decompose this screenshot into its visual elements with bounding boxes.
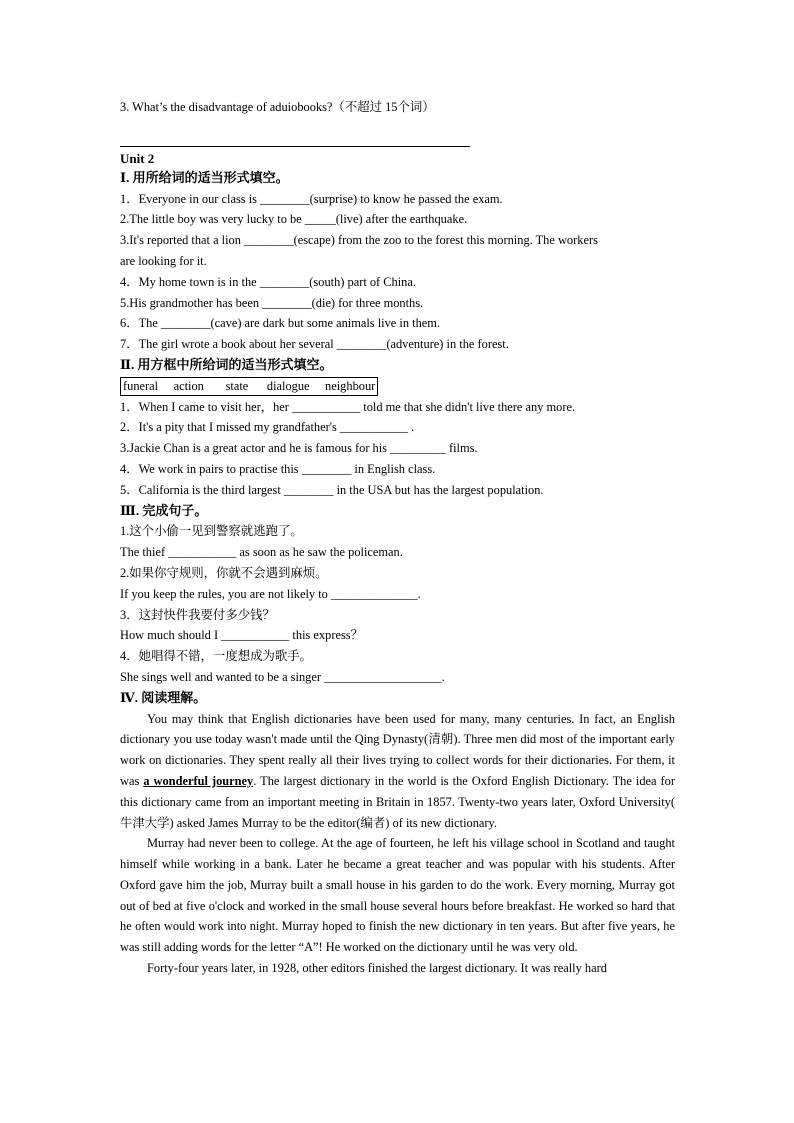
exercise-line: If you keep the rules, you are not likely to ______________. <box>120 586 421 601</box>
exercise-line: 4．We work in pairs to practise this ________ in English class. <box>120 461 436 476</box>
unit-title: Unit 2 <box>120 150 155 166</box>
word-box-row <box>120 376 675 397</box>
section1-title: Ⅰ. 用所给词的适当形式填空。 <box>120 169 289 185</box>
exercise-line: 2．It's a pity that I missed my grandfather's ___________ . <box>120 420 415 435</box>
underlined-phrase: a wonderful journey <box>143 773 254 788</box>
exercise-line: How much should I ___________ this express？ <box>120 628 363 643</box>
exercise-line: 4．她唱得不错，一度想成为歌手。 <box>120 649 313 664</box>
exercise-line: 5.His grandmother has been ________(die) for three months. <box>120 295 424 310</box>
section3-title: Ⅲ. 完成句子。 <box>120 502 208 518</box>
exercise-line: 1.这个小偷一见到警察就逃跑了。 <box>120 524 303 539</box>
exercise-line: 2.如果你守规则，你就不会遇到麻烦。 <box>120 565 328 580</box>
exercise-line: 3.It's reported that a lion ________(escape) from the zoo to the forest this morning. The workers <box>120 233 598 248</box>
word-box-item: dialogue <box>266 378 310 393</box>
exercise-line: 4．My home town is in the ________(south) part of China. <box>120 274 416 289</box>
exercise-line: 1．Everyone in our class is ________(surprise) to know he passed the exam. <box>120 191 503 206</box>
worksheet-page <box>120 97 675 979</box>
word-box <box>120 377 378 396</box>
answer-line[interactable] <box>120 118 470 147</box>
exercise-line: The thief ___________ as soon as he saw the policeman. <box>120 545 403 560</box>
paragraph-text: You may think that English dictionaries have been used for many, many centuries. In fact, an English dictionary you use today wasn't made until the Qing Dynasty(清朝). Three men did most of the important early work on dictionaries. They spent really all their lives trying to collect words for their dictionaries. For them, it was <box>120 711 675 788</box>
word-box-item: funeral <box>123 378 159 393</box>
reading-paragraph-3: Forty-four years later, in 1928, other editors finished the largest dictionary. It was really hard <box>147 961 607 976</box>
exercise-line: 3.Jackie Chan is a great actor and he is famous for his _________ films. <box>120 441 478 456</box>
exercise-line: 5．California is the third largest ________ in the USA but has the largest population. <box>120 482 544 497</box>
reading-paragraph-1 <box>120 709 675 834</box>
exercise-line: 3．这封快件我要付多少钱？ <box>120 607 275 622</box>
section2-title: Ⅱ. 用方框中所给词的适当形式填空。 <box>120 356 333 372</box>
exercise-line: 2.The little boy was very lucky to be _____(live) after the earthquake. <box>120 212 468 227</box>
word-box-item: neighbour <box>325 378 376 393</box>
exercise-line: 7．The girl wrote a book about her several ________(adventure) in the forest. <box>120 337 509 352</box>
exercise-line: She sings well and wanted to be a singer ___________________. <box>120 669 445 684</box>
exercise-line: 1．When I came to visit her，her ___________ told me that she didn't live there any more. <box>120 399 576 414</box>
reading-paragraph-2: Murray had never been to college. At the age of fourteen, he left his village school in Scotland and taught himself while working in a bank. Later he became a great teacher and was popular with his students. After Oxford gave him the job, Murray built a small house in his garden to do the work. Every morning, Murray got out of bed at five o'clock and worked in the small house several hours before breakfast. He worked so hard that he often would work into night. Murray hoped to finish the new dictionary in ten years. But after five years, he was still adding words for the letter “A”! He worked on the dictionary until he was very old. <box>120 836 675 955</box>
exercise-line: are looking for it. <box>120 253 207 268</box>
paragraph-text: . The largest dictionary in the world is the Oxford English Dictionary. The idea for this dictionary came from an important meeting in Britain in 1857. Twenty-two years later, Oxford University( 牛津大学) asked James Murray to be the editor(编者) of its new dictionary. <box>120 773 676 830</box>
section4-title: Ⅳ. 阅读理解。 <box>120 689 207 705</box>
top-question: 3. What’s the disadvantage of aduiobooks?（不超过 15个词） <box>120 100 435 114</box>
word-box-item: state <box>225 378 249 393</box>
word-box-item: action <box>173 378 204 393</box>
exercise-line: 6．The ________(cave) are dark but some animals live in them. <box>120 316 440 331</box>
